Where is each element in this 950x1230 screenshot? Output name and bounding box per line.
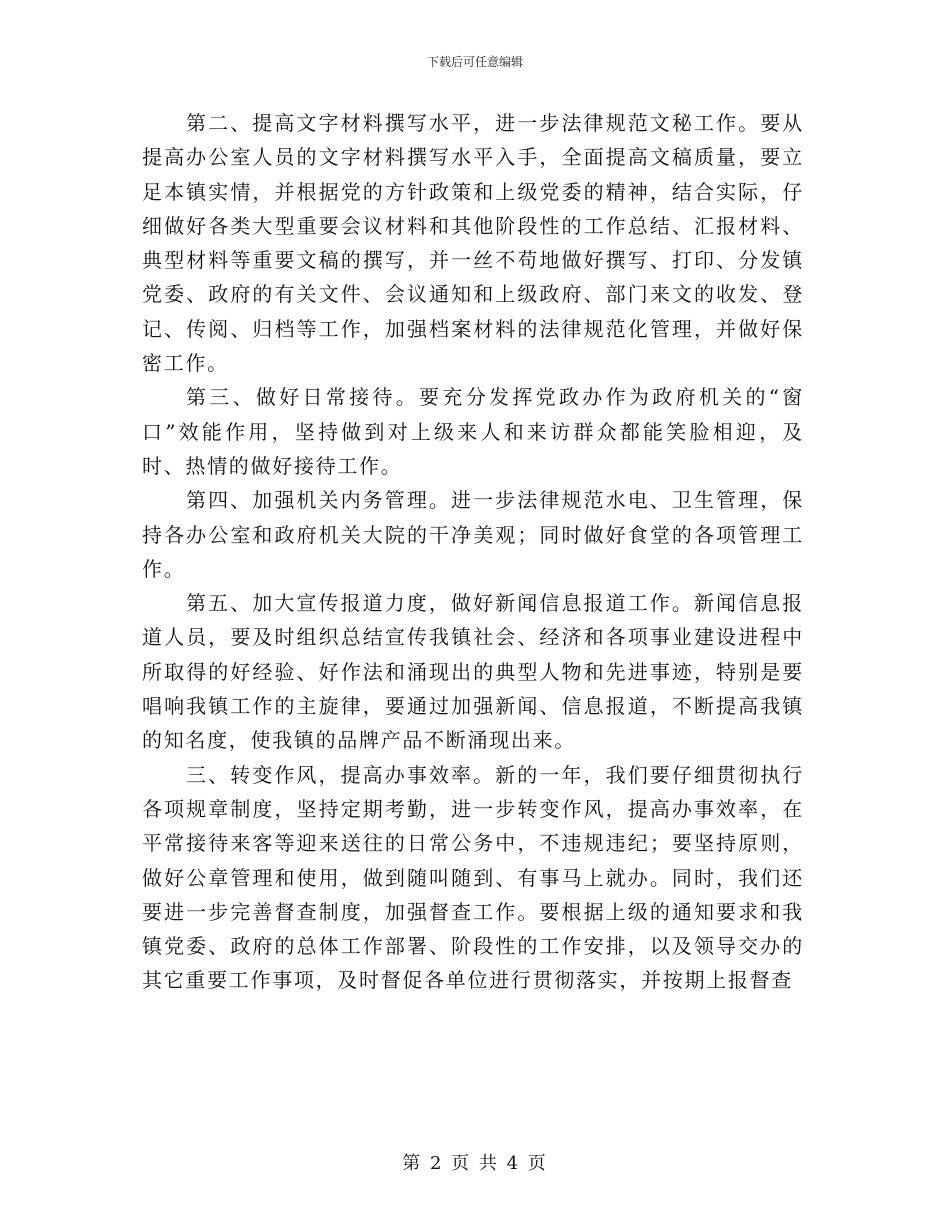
page-suffix: 页 xyxy=(527,1153,548,1174)
page-number-footer xyxy=(0,1153,950,1175)
paragraph-2-documents: 第二、提高文字材料撰写水平，进一步法律规范文秘工作。要从提高办公室人员的文字材料撰写水平入手，全面提高文稿质量，要立足本镇实情，并根据党的方针政策和上级党委的精神，结合实际，仔细做好各类大型重要会议材料和其他阶段性的工作总结、汇报材料、典型材料等重要文稿的撰写，并一丝不苟地做好撰写、打印、分发镇党委、政府的有关文件、会议通知和上级政府、部门来文的收发、登记、传阅、归档等工作，加强档案材料的法律规范化管理，并做好保密工作。 xyxy=(142,111,804,376)
page-header-note: 下载后可任意编辑 xyxy=(426,55,523,69)
page-prefix: 第 xyxy=(402,1153,423,1174)
page-total: 4 xyxy=(506,1153,521,1174)
paragraph-section-three-work-style: 三、转变作风，提高办事效率。新的一年，我们要仔细贯彻执行各项规章制度，坚持定期考勤，进一步转变作风，提高办事效率，在平常接待来客等迎来送往的日常公务中，不违规违纪；要坚持原则，做好公章管理和使用，做到随叫随到、有事马上就办。同时，我们还要进一步完善督查制度，加强督查工作。要根据上级的通知要求和我镇党委、政府的总体工作部署、阶段性的工作安排，以及领导交办的其它重要工作事项，及时督促各单位进行贯彻落实，并按期上报督查 xyxy=(142,762,804,993)
paragraph-5-publicity: 第五、加大宣传报道力度，做好新闻信息报道工作。新闻信息报道人员，要及时组织总结宣传我镇社会、经济和各项事业建设进程中所取得的好经验、好作法和涌现出的典型人物和先进事迹，特别是要唱响我镇工作的主旋律，要通过加强新闻、信息报道，不断提高我镇的知名度，使我镇的品牌产品不断涌现出来。 xyxy=(142,591,804,753)
paragraph-4-internal-affairs: 第四、加强机关内务管理。进一步法律规范水电、卫生管理，保持各办公室和政府机关大院的干净美观；同时做好食堂的各项管理工作。 xyxy=(142,488,804,581)
page-mid: 页 共 xyxy=(451,1153,499,1174)
paragraph-3-reception: 第三、做好日常接待。要充分发挥党政办作为政府机关的“窗口”效能作用，坚持做到对上级来人和来访群众都能笑脸相迎，及时、热情的做好接待工作。 xyxy=(142,385,804,478)
page-current: 2 xyxy=(429,1153,444,1174)
document-body xyxy=(142,106,804,998)
